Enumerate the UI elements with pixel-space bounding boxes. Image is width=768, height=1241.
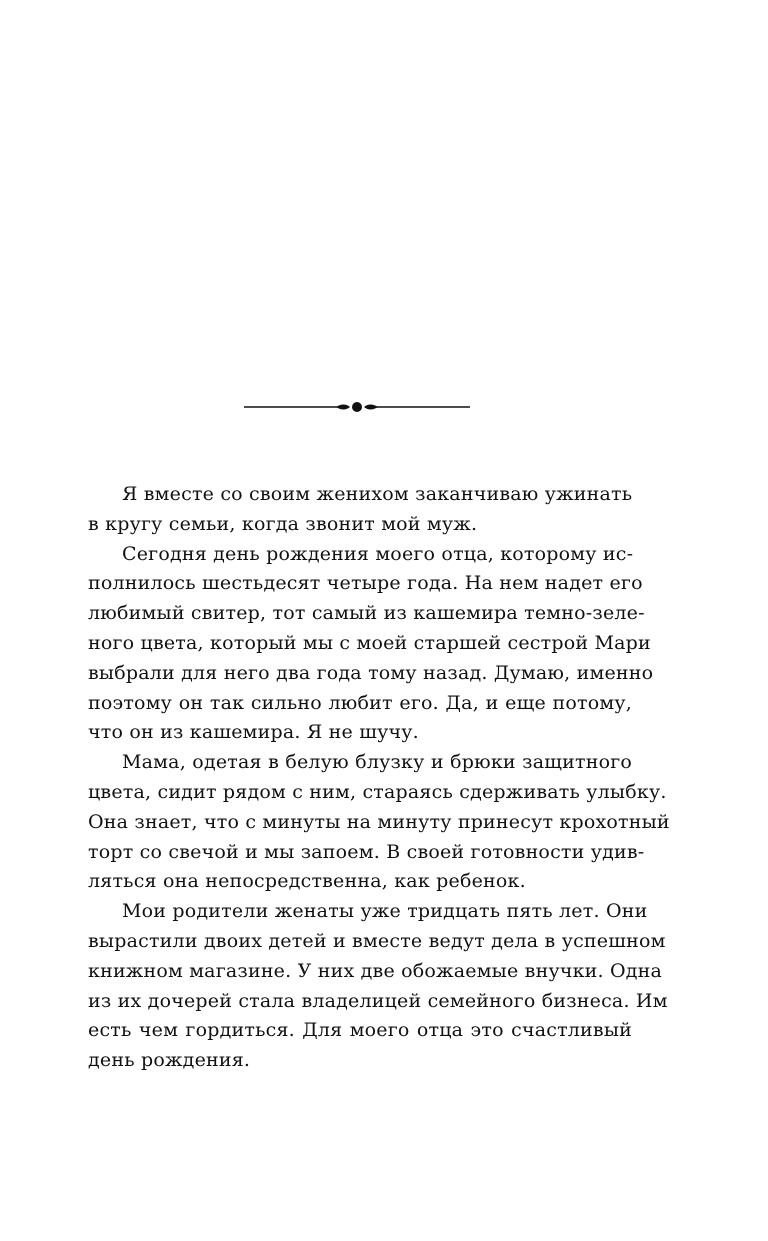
text-line: выбрали для него два года тому назад. Думаю, именно (88, 661, 654, 684)
text-line: любимый свитер, тот самый из кашемира темно-зеле- (88, 602, 645, 625)
body-text (88, 480, 670, 1076)
text-line: Я вместе со своим женихом заканчиваю ужинать (122, 483, 633, 505)
paragraph (88, 748, 670, 897)
text-line: торт со свечой и мы запоем. В своей готовности удив- (88, 840, 645, 863)
text-line: цвета, сидит рядом с ним, стараясь сдерживать улыбку. (88, 780, 667, 803)
paragraph (88, 540, 654, 749)
text-line: в кругу семьи, когда звонит мой муж. (88, 512, 478, 535)
text-line: поэтому он так сильно любит его. Да, и еще потому, (88, 691, 632, 714)
text-line: вырастили двоих детей и вместе ведут дела в успешном (88, 929, 666, 952)
text-line: есть чем гордиться. Для моего отца это счастливый (88, 1019, 632, 1042)
text-line: Мама, одетая в белую блузку и брюки защитного (122, 751, 632, 774)
text-line: день рождения. (88, 1049, 251, 1072)
paragraph (88, 480, 632, 540)
flourish-divider-icon (244, 396, 470, 418)
text-line: книжном магазине. У них две обожаемые внучки. Одна (88, 959, 663, 982)
text-line: Она знает, что с минуты на минуту принесут крохотный (88, 810, 670, 833)
text-line: что он из кашемира. Я не шучу. (88, 721, 419, 744)
text-line: из их дочерей стала владелицей семейного бизнеса. Им (88, 989, 668, 1012)
text-line: ляться она непосредственна, как ребенок. (88, 870, 526, 893)
text-line: полнилось шестьдесят четыре года. На нем надет его (88, 572, 643, 595)
text-line: Мои родители женаты уже тридцать пять лет. Они (122, 900, 648, 923)
text-line: Сегодня день рождения моего отца, которому ис- (122, 542, 634, 565)
paragraph (88, 897, 668, 1076)
text-line: ного цвета, который мы с моей старшей сестрой Мари (88, 631, 651, 654)
